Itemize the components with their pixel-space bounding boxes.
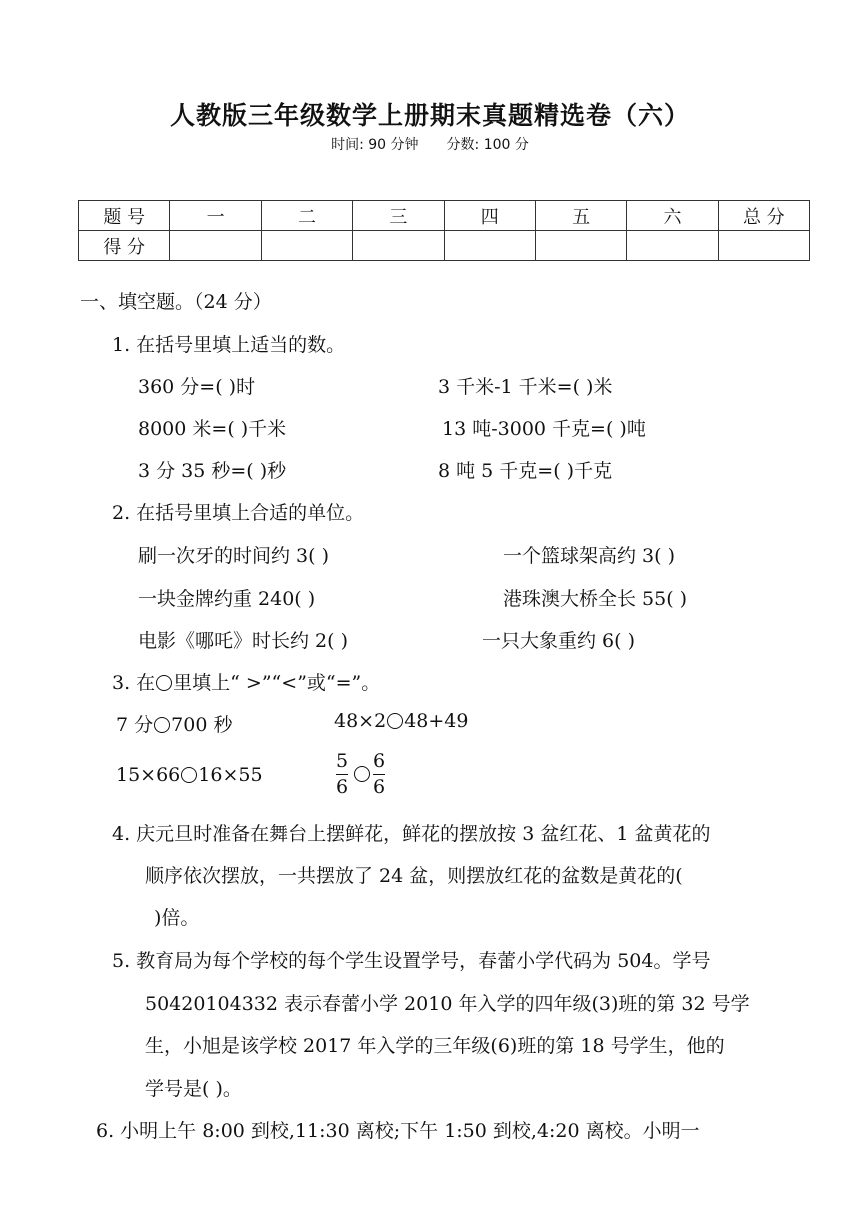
q1-item: 8000 米=( )千米 [138,418,287,440]
q5-line: 生，小旭是该学校 2017 年入学的三年级(6)班的第 18 号学生，他的 [145,1035,725,1057]
q1-item: 3 分 35 秒=( )秒 [138,460,287,482]
score-table-header-row [79,201,810,231]
score-blank[interactable] [353,231,444,261]
score-blank[interactable] [535,231,626,261]
score-cell-4: 四 [444,201,535,231]
page-title: 人教版三年级数学上册期末真题精选卷（六） [169,101,690,130]
compare-circle[interactable] [354,766,370,782]
q5-line: 50420104332 表示春蕾小学 2010 年入学的四年级(3)班的第 32 号学 [145,993,750,1015]
q2-item: 一只大象重约 6( ) [482,630,635,652]
q3-compare-c [116,764,263,786]
exam-time: 时间: 90 分钟 [331,137,419,153]
score-table [78,200,810,261]
q3-a-left: 7 分 [116,714,154,736]
fraction-six-sixths [373,752,385,797]
q3-compare-a [116,710,232,737]
score-blank[interactable] [261,231,352,261]
fraction-denominator: 6 [336,776,349,798]
circle-icon [156,675,172,691]
compare-circle[interactable] [181,767,197,783]
q3-prompt [112,668,380,695]
fraction-bar [373,774,385,775]
q1-prompt: 1. 在括号里填上适当的数。 [112,334,346,356]
q1-item: 13 吨-3000 千克=( )吨 [442,418,646,440]
q1-item: 8 吨 5 千克=( )千克 [438,460,613,482]
q5-line: 学号是( )。 [145,1078,242,1100]
score-table-score-row [79,231,810,261]
q2-item: 刷一次牙的时间约 3( ) [138,545,329,567]
fraction-denominator: 6 [373,776,386,798]
q3-c-left: 15×66 [116,764,181,786]
compare-circle[interactable] [387,713,403,729]
q1-item: 3 千米-1 千米=( )米 [438,376,613,398]
score-cell-2: 二 [261,201,352,231]
q3-compare-b [334,710,468,732]
fraction-numerator: 6 [373,750,386,772]
q3-prompt-a: 3. 在 [112,672,156,694]
score-cell-6: 六 [627,201,718,231]
fraction-numerator: 5 [336,750,349,772]
q1-item: 360 分=( )时 [138,376,256,398]
q3-b-right: 48+49 [404,710,469,732]
score-blank[interactable] [627,231,718,261]
q4-line: 4. 庆元旦时准备在舞台上摆鲜花，鲜花的摆放按 3 盆红花、1 盆黄花的 [112,823,711,845]
score-blank[interactable] [170,231,261,261]
score-cell-label: 题 号 [79,201,170,231]
fraction-bar [336,774,348,775]
score-cell-1: 一 [170,201,261,231]
exam-info [0,134,860,154]
q3-c-right: 16×55 [198,764,263,786]
q2-prompt: 2. 在括号里填上合适的单位。 [112,502,365,524]
q6-line: 6. 小明上午 8:00 到校,11:30 离校;下午 1:50 到校,4:20 离校。小明一 [96,1120,700,1142]
q2-item: 一个篮球架高约 3( ) [503,545,675,567]
exam-score: 分数: 100 分 [446,137,529,153]
q4-line: 顺序依次摆放，一共摆放了 24 盆，则摆放红花的盆数是黄花的( [145,865,683,887]
q5-line: 5. 教育局为每个学校的每个学生设置学号，春蕾小学代码为 504。学号 [112,950,711,972]
q3-prompt-b: 里填上“ >”“<”或“=”。 [173,672,381,694]
compare-circle[interactable] [154,717,170,733]
q2-item: 电影《哪吒》时长约 2( ) [138,630,348,652]
score-row-label: 得 分 [79,231,170,261]
fraction-five-sixths [336,752,348,797]
q2-item: 一块金牌约重 240( ) [138,588,316,610]
section-1-title: 一、填空题。（24 分） [80,291,272,313]
score-cell-3: 三 [353,201,444,231]
score-blank[interactable] [444,231,535,261]
score-cell-5: 五 [535,201,626,231]
q3-b-left: 48×2 [334,710,387,732]
q3-a-right: 700 秒 [171,714,233,736]
score-blank[interactable] [718,231,809,261]
score-cell-total: 总 分 [718,201,809,231]
q4-line: )倍。 [154,907,200,929]
q2-item: 港珠澳大桥全长 55( ) [503,588,688,610]
